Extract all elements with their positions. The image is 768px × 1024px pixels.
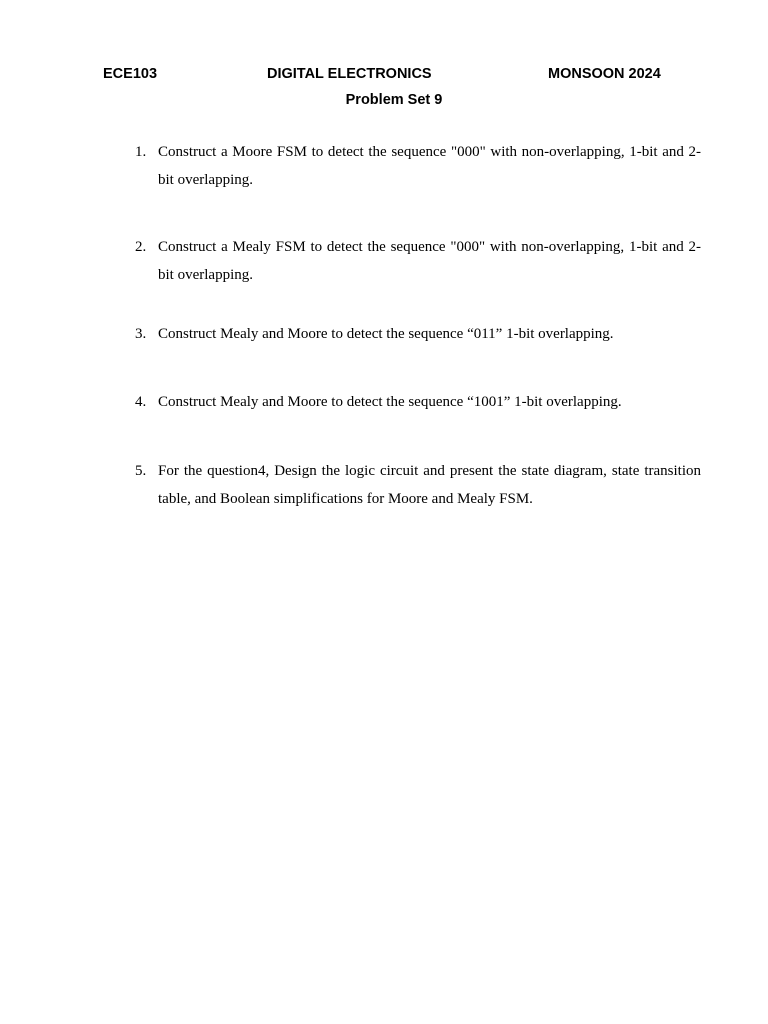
problem-text: Construct a Mealy FSM to detect the sequence "000" with non-overlapping, 1-bit and 2-bit overlapping. (158, 239, 701, 283)
problem-item (135, 139, 701, 194)
problem-text: Construct Mealy and Moore to detect the sequence “1001” 1-bit overlapping. (158, 394, 622, 410)
problem-number: 3. (135, 326, 147, 342)
problem-text: Construct a Moore FSM to detect the sequence "000" with non-overlapping, 1-bit and 2-bit overlapping. (158, 144, 701, 188)
problem-item (135, 389, 701, 417)
course-subject: DIGITAL ELECTRONICS (267, 66, 432, 82)
problem-number: 4. (135, 394, 147, 410)
problem-text: For the question4, Design the logic circuit and present the state diagram, state transition table, and Boolean simplifications for Moore and Mealy FSM. (158, 463, 701, 507)
problem-number: 2. (135, 239, 147, 255)
course-term: MONSOON 2024 (548, 66, 661, 82)
problem-number: 1. (135, 144, 147, 160)
page-title: Problem Set 9 (345, 92, 443, 108)
course-code: ECE103 (103, 66, 158, 82)
problem-text: Construct Mealy and Moore to detect the sequence “011” 1-bit overlapping. (158, 326, 614, 342)
problem-item (135, 458, 701, 513)
problem-item (135, 234, 701, 289)
problem-item (135, 321, 701, 349)
problem-number: 5. (135, 463, 147, 479)
